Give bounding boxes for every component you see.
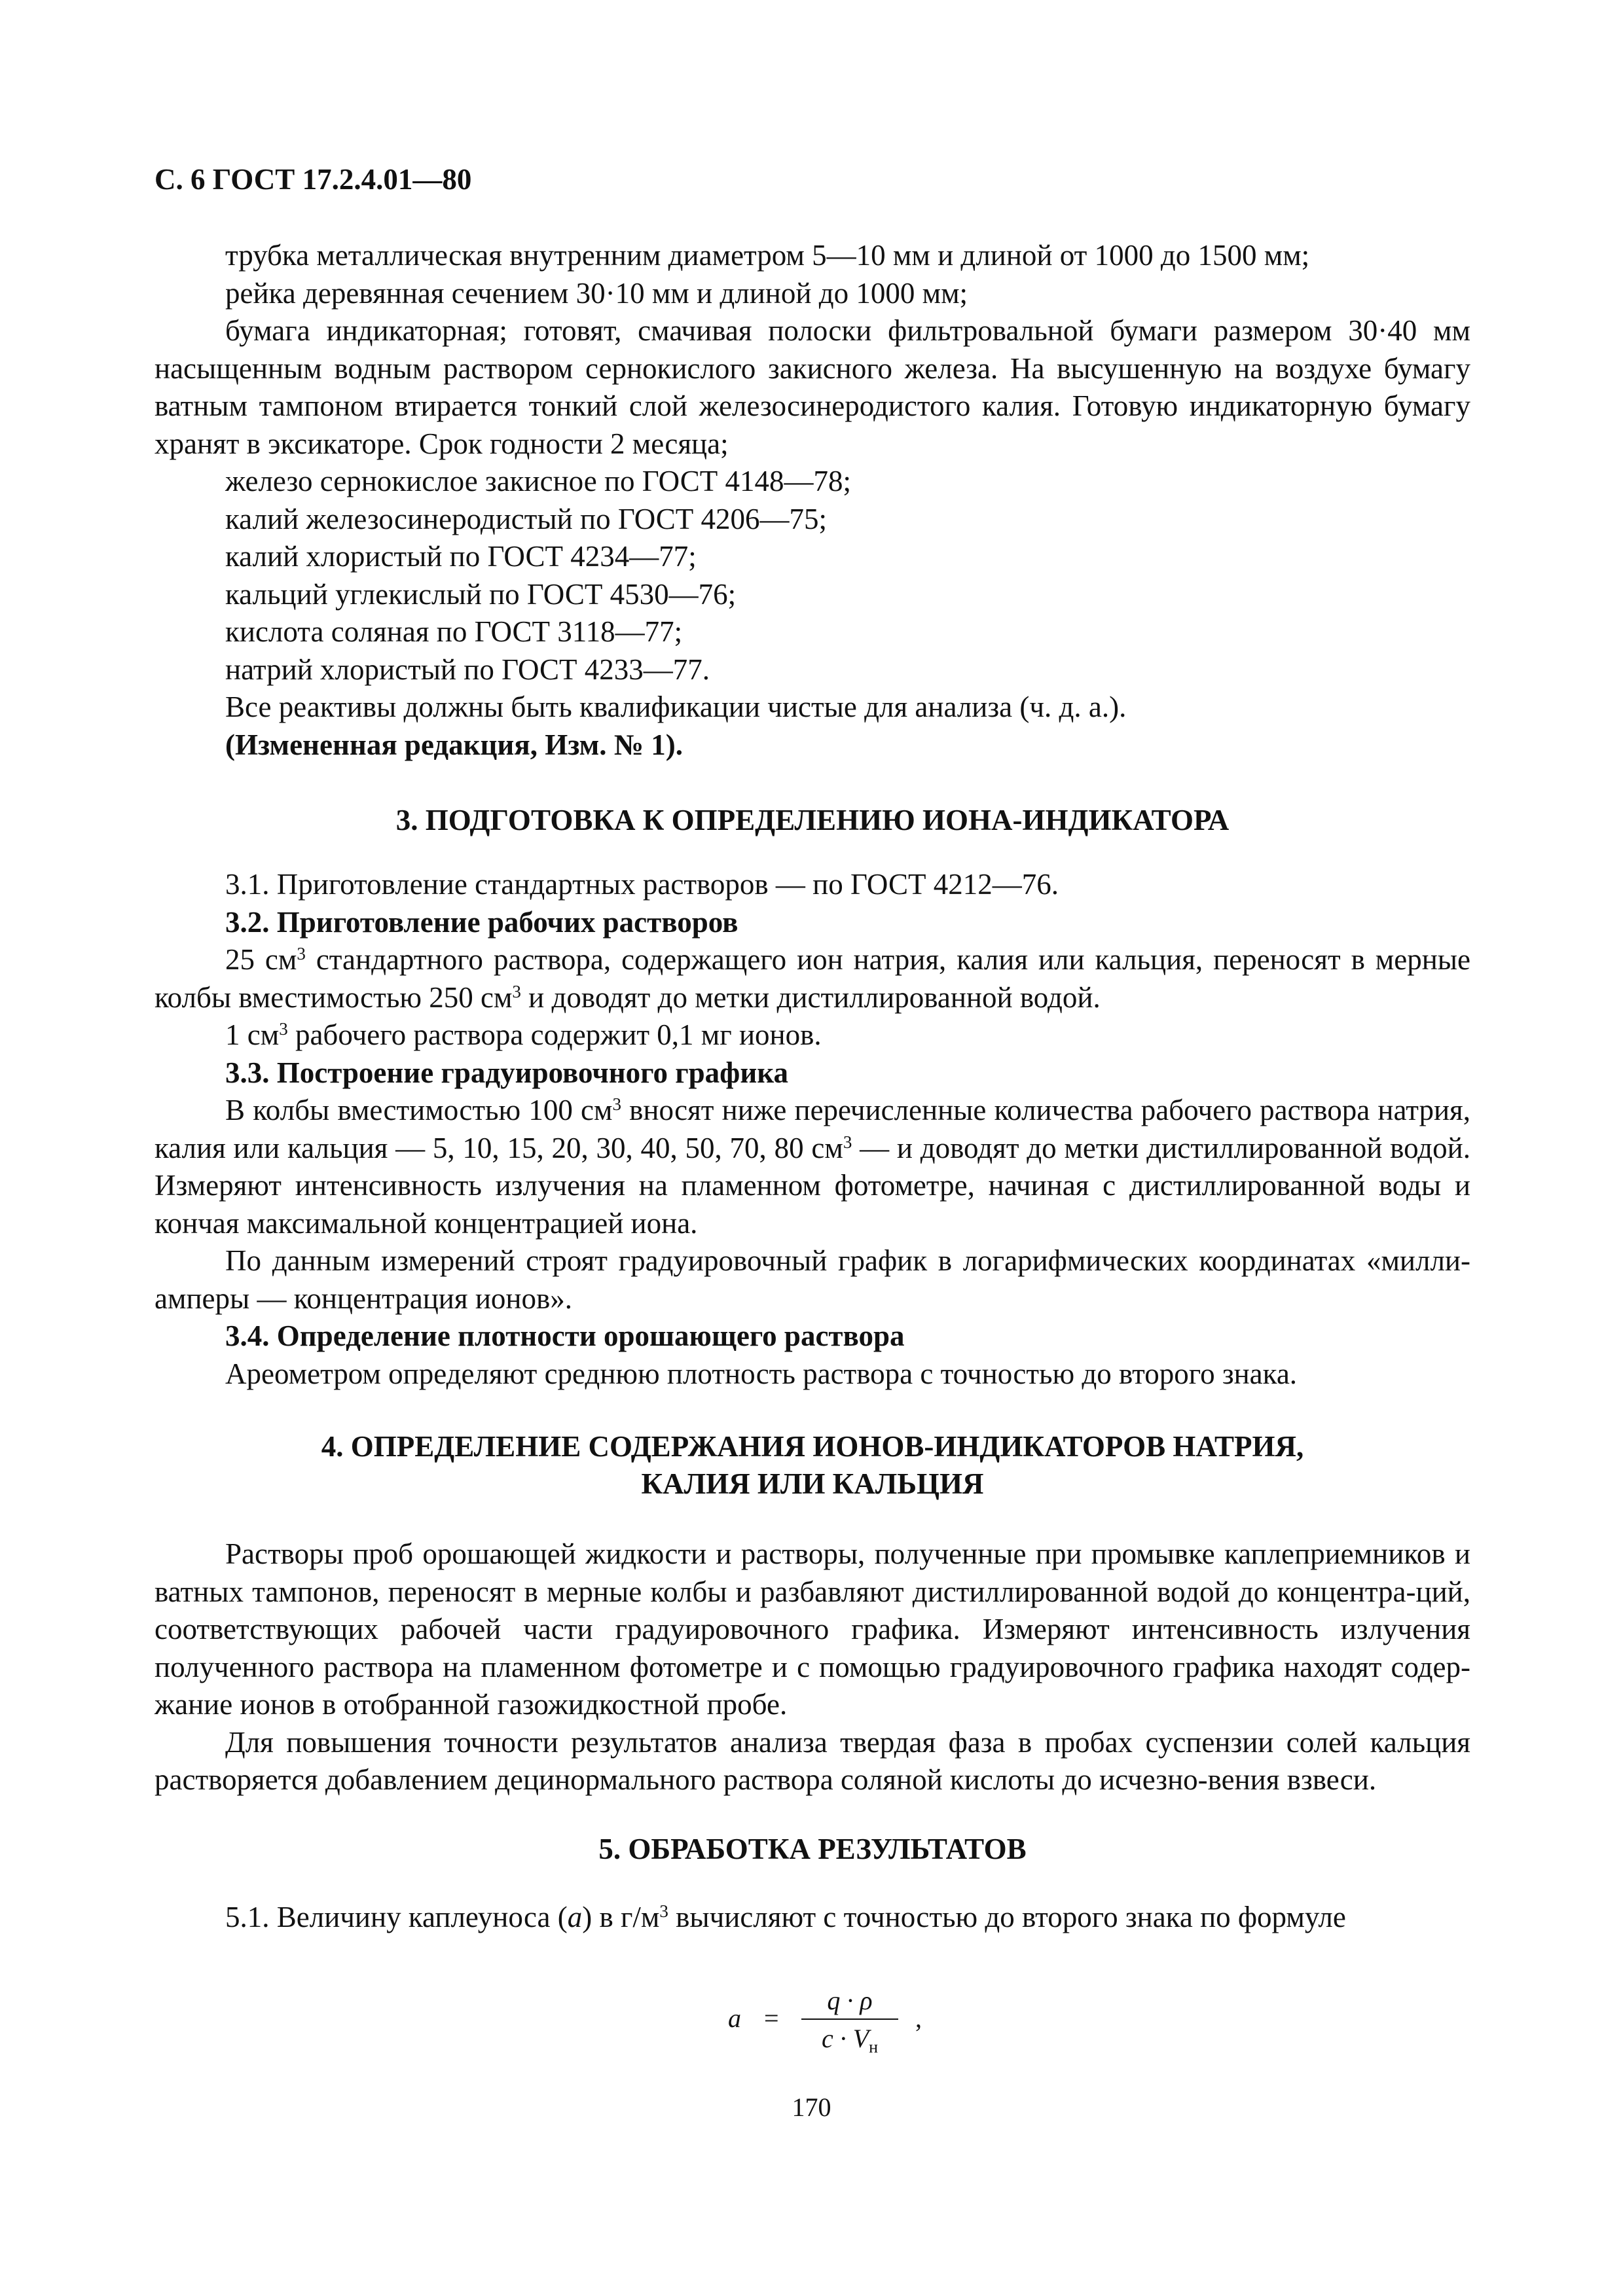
- section-4-heading-line2: КАЛИЯ ИЛИ КАЛЬЦИЯ: [641, 1467, 984, 1500]
- superscript-3: 3: [297, 944, 306, 963]
- subheading-3-2: 3.2. Приготовление рабочих растворов: [225, 905, 739, 939]
- reagent-item: кислота соляная по ГОСТ 3118—77;: [225, 615, 683, 648]
- page-number: 170: [792, 2092, 831, 2122]
- reagent-item: железо сернокислое закисное по ГОСТ 4148—78;: [225, 465, 851, 497]
- paragraph-5-1: 5.1. Величину каплеуноса (а) в $г/м^3$ вычисляют с точностью до второго знака по формуле: [225, 1900, 1346, 1933]
- superscript-3: 3: [843, 1132, 852, 1152]
- amendment-note: (Измененная редакция, Изм. № 1).: [225, 728, 684, 761]
- paragraph-3-2-b: 1 $см^3$ рабочего раствора содержит 0,1 мг ионов.: [225, 1018, 822, 1051]
- section-4-paragraph-2: Для повышения точности результатов анализа твердая фаза в пробах суспензии солей кальция растворяется добавлением децинормального раствора соляной кислоты до исчезно-вения взвеси.: [155, 1725, 1470, 1796]
- section-4-heading-line1: 4. ОПРЕДЕЛЕНИЕ СОДЕРЖАНИЯ ИОНОВ-ИНДИКАТОРОВ НАТРИЯ,: [321, 1430, 1304, 1463]
- section-4-heading: [155, 1428, 1470, 1503]
- fraction-bar: [801, 2018, 898, 2020]
- paragraph-3-3-b: По данным измерений строят градуировочный график в логарифмических координатах «милли-амперы — концентрация ионов».: [155, 1244, 1470, 1315]
- document-body: [155, 237, 1470, 1936]
- subheading-3-4: 3.4. Определение плотности орошающего раствора: [225, 1319, 905, 1352]
- variable-a: а: [567, 1900, 583, 1933]
- paragraph-3-3-a: В колбы вместимостью 100 $см^3$ вносят ниже перечисленные количества рабочего раствора натрия, калия или кальция — 5, 10, 15, 20, 30, 40, 50, 70, 80 $см^3$ — и доводят до метки дистиллированной водой. Измеряют интенсивность излучения на пламенном фотометре, начиная с дистиллированной воды и кончая максимальной концентрацией иона.: [155, 1094, 1471, 1240]
- formula-comma: ,: [915, 2003, 922, 2033]
- paragraph-3-2-a: 25 $см^3$ стандартного раствора, содержащего ион натрия, калия или кальция, переносят в мерные колбы вместимостью 250 $см^3$ и доводят до метки дистиллированной водой.: [155, 943, 1470, 1014]
- reagent-item: кальций углекислый по ГОСТ 4530—76;: [225, 577, 737, 611]
- running-header: С. 6 ГОСТ 17.2.4.01—80: [155, 163, 472, 196]
- paragraph-3-4: Ареометром определяют среднюю плотность раствора с точностью до второго знака.: [225, 1357, 1298, 1390]
- section-3-heading: 3. ПОДГОТОВКА К ОПРЕДЕЛЕНИЮ ИОНА-ИНДИКАТОРА: [395, 804, 1230, 836]
- indicator-paper-paragraph: бумага индикаторная; готовят, смачивая полоски фильтровальной бумаги размером 30·40 мм насыщенным водным раствором сернокислого закисного железа. На высушенную на воздухе бумагу ватным тампоном втирается тонкий слой железосинеродистого калия. Готовую индикаторную бумагу хранят в эксикаторе. Срок годности 2 месяца;: [155, 314, 1470, 460]
- superscript-3: 3: [512, 981, 521, 1001]
- subheading-3-3: 3.3. Построение градуировочного графика: [225, 1056, 788, 1089]
- formula-lhs: a: [728, 2003, 741, 2033]
- superscript-3: 3: [279, 1019, 288, 1039]
- superscript-3: 3: [659, 1901, 668, 1921]
- qualification-note: Все реактивы должны быть квалификации чистые для анализа (ч. д. а.).: [225, 691, 1127, 723]
- paragraph-3-1: 3.1. Приготовление стандартных растворов — по ГОСТ 4212—76.: [225, 868, 1059, 901]
- superscript-3: 3: [612, 1094, 621, 1114]
- formula-fraction: [801, 1986, 898, 2062]
- denominator-subscript: н: [869, 2037, 879, 2056]
- material-item: рейка деревянная сечением 30·10 мм и длиной до 1000 мм;: [225, 276, 968, 310]
- section-4-paragraph-1: Растворы проб орошающей жидкости и растворы, полученные при промывке каплеприемников и ватных тампонов, переносят в мерные колбы и разбавляют дистиллированной водой до концентра-ций, соответствующих рабочей части градуировочного графика. Измеряют интенсивность излучения полученного раствора на пламенном фотометре и с помощью градуировочного графика находят содер-жание ионов в отобранной газожидкостной пробе.: [155, 1537, 1470, 1721]
- formula-equals: =: [764, 2003, 779, 2033]
- formula-denominator: $c \cdot V_н$: [821, 2024, 879, 2056]
- reagent-item: натрий хлористый по ГОСТ 4233—77.: [225, 653, 710, 686]
- formula-numerator: q · ρ: [827, 1986, 873, 2015]
- material-item: трубка металлическая внутренним диаметром 5—10 мм и длиной от 1000 до 1500 мм;: [225, 239, 1310, 272]
- reagent-item: калий хлористый по ГОСТ 4234—77;: [225, 540, 697, 573]
- reagent-item: калий железосинеродистый по ГОСТ 4206—75;: [225, 502, 828, 535]
- section-5-heading: 5. ОБРАБОТКА РЕЗУЛЬТАТОВ: [598, 1832, 1027, 1865]
